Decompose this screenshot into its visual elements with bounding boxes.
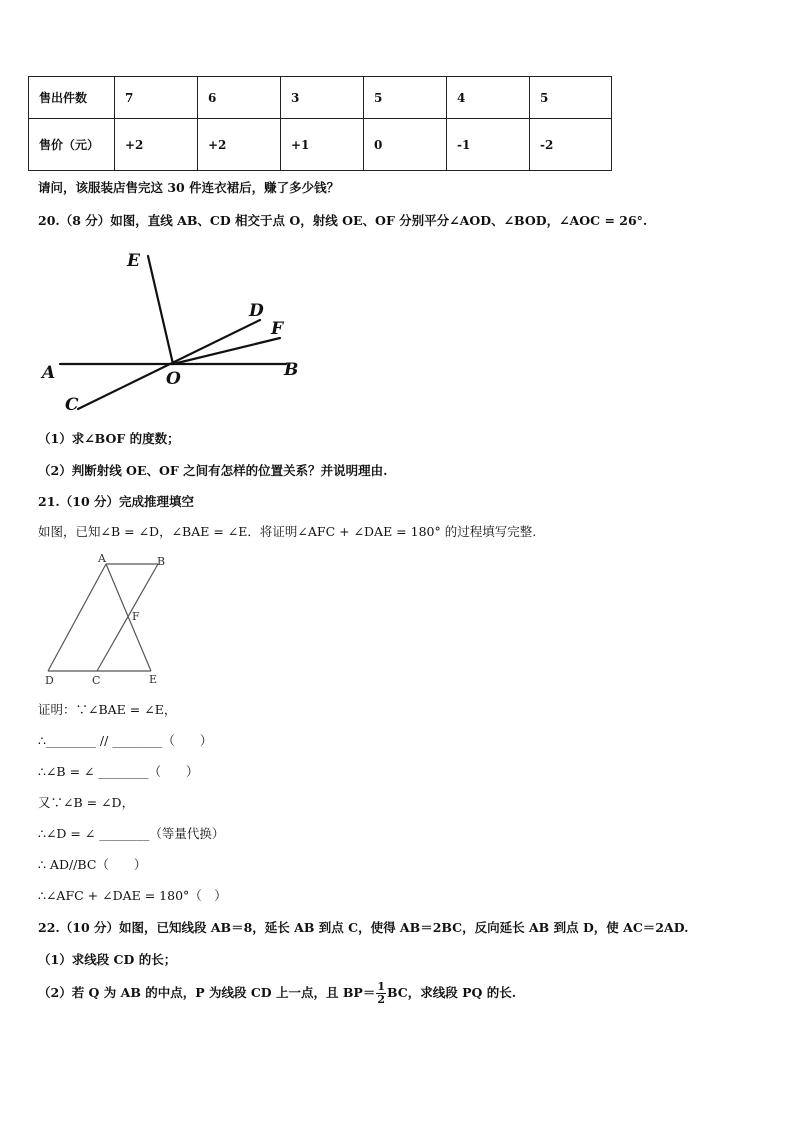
- q22-part1: （1）求线段 CD 的长；: [38, 952, 177, 967]
- q22-heading: 22.（10 分）如图，已知线段 AB＝8，延长 AB 到点 C，使得 AB＝2BC，反向延长 AB 到点 D，使 AC＝2AD.: [38, 920, 689, 935]
- label-d: D: [249, 301, 264, 321]
- q21-intro: 如图，已知∠B = ∠D，∠BAE = ∠E．将证明∠AFC + ∠DAE = 180° 的过程填写完整.: [38, 524, 537, 539]
- segment-ad: [48, 564, 106, 671]
- q22-part2: [38, 978, 516, 1008]
- q22-part2-text-after: BC，求线段 PQ 的长.: [386, 985, 517, 1000]
- q21-heading: 21.（10 分）完成推理填空: [38, 494, 194, 509]
- table-cell: 售价（元）: [29, 119, 115, 171]
- label-e: E: [149, 673, 158, 686]
- q21-figure: [40, 550, 180, 690]
- q20-part2: （2）判断射线 OE、OF 之间有怎样的位置关系？并说明理由.: [38, 463, 388, 478]
- fraction-one-half: [376, 981, 386, 1006]
- q21-proof-line-6: ∴ AD//BC（ ）: [38, 857, 147, 872]
- table-cell: 4: [447, 77, 530, 119]
- label-b: B: [284, 360, 299, 380]
- q20-heading: 20.（8 分）如图，直线 AB、CD 相交于点 O，射线 OE、OF 分别平分∠AOD、∠BOD，∠AOC = 26°.: [38, 213, 648, 228]
- q20-figure: [38, 244, 318, 419]
- label-c: C: [65, 395, 79, 415]
- table-cell: 5: [530, 77, 612, 119]
- table-cell: 5: [364, 77, 447, 119]
- q21-proof-line-2: ∴________ // ________（ ）: [38, 733, 213, 748]
- sales-table: [28, 76, 612, 171]
- fraction-denominator: 2: [377, 993, 385, 1006]
- q21-proof-line-1: 证明：∵∠BAE = ∠E，: [38, 702, 177, 717]
- ray-of: [173, 338, 280, 364]
- q21-proof-line-3: ∴∠B = ∠ ________（ ）: [38, 764, 199, 779]
- label-a: A: [42, 363, 56, 383]
- q19-question-tail: 请问，该服装店售完这 30 件连衣裙后，赚了多少钱？: [38, 180, 340, 195]
- table-cell: +2: [115, 119, 198, 171]
- table-row: [29, 119, 612, 171]
- table-cell: +2: [198, 119, 281, 171]
- table-row: [29, 77, 612, 119]
- table-cell: 售出件数: [29, 77, 115, 119]
- q21-proof-line-5: ∴∠D = ∠ ________（等量代换）: [38, 826, 225, 841]
- label-b: B: [157, 555, 166, 568]
- ray-oe: [148, 256, 173, 364]
- table-cell: 0: [364, 119, 447, 171]
- q20-part1: （1）求∠BOF 的度数；: [38, 431, 180, 446]
- q21-proof-line-7: ∴∠AFC + ∠DAE = 180°（ ）: [38, 888, 227, 903]
- table-cell: -1: [447, 119, 530, 171]
- segment-ae: [106, 564, 151, 671]
- fraction-numerator: 1: [377, 980, 385, 993]
- label-e: E: [127, 251, 140, 271]
- table-cell: +1: [281, 119, 364, 171]
- table-cell: 6: [198, 77, 281, 119]
- table-cell: 7: [115, 77, 198, 119]
- table-cell: 3: [281, 77, 364, 119]
- label-d: D: [45, 674, 54, 687]
- label-f: F: [132, 610, 140, 623]
- label-a: A: [98, 552, 106, 565]
- label-o: O: [166, 369, 181, 389]
- label-f: F: [271, 319, 284, 339]
- segment-bc: [97, 564, 158, 671]
- label-c: C: [92, 674, 101, 687]
- q21-proof-line-4: 又∵∠B = ∠D，: [38, 795, 135, 810]
- q22-part2-text-before: （2）若 Q 为 AB 的中点，P 为线段 CD 上一点，且 BP＝: [38, 985, 376, 1000]
- table-cell: -2: [530, 119, 612, 171]
